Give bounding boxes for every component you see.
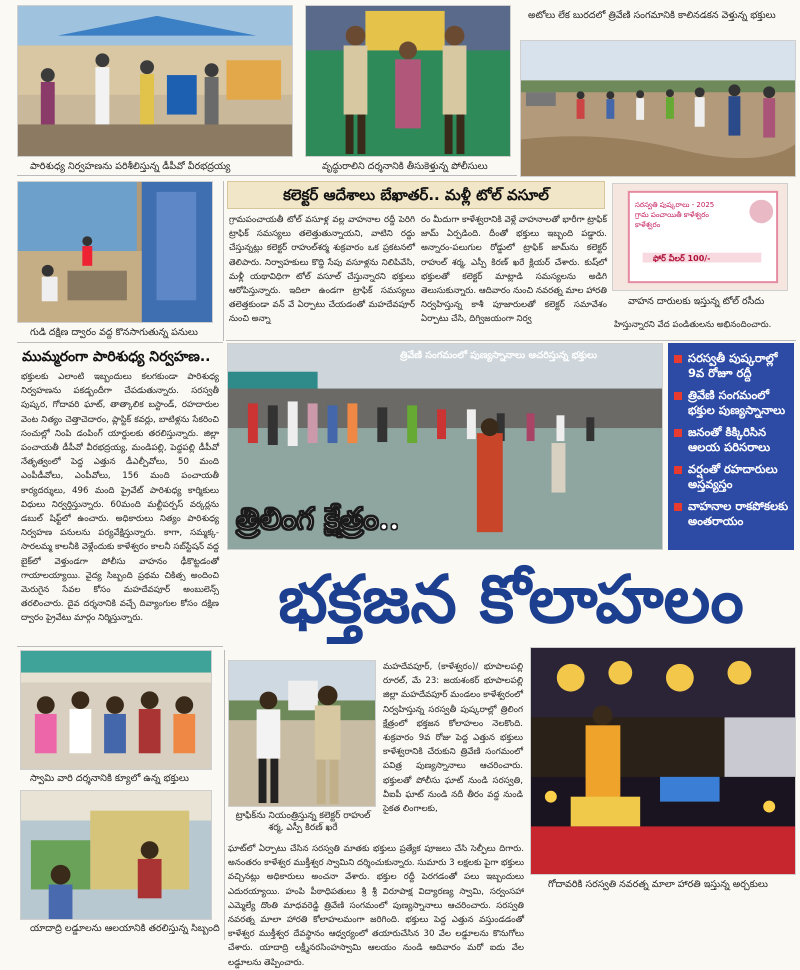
divider	[17, 342, 223, 343]
dateline-article: మహదేవపూర్, (కాళేశ్వరం)/ భూపాలపల్లి రూరల్, మే 23: జయశంకర్ భూపాలపల్లి జిల్లా మహదేవపూర్ మండలం కాళేశ్వరంలో నిర్వహిస్తున్న సరస్వతీ పుష్కరాల్లో త్రిలింగ క్షేత్రంలో భక్తజన కోలాహలం నెలకొంది. శుక్రవారం 9వ రోజు పెద్ద ఎత్తున భక్తులు కాళేశ్వరానికి చేరుకుని త్రివేణి సంగమంలో పవిత్ర పుణ్యస్నానాలు ఆచరించారు. భక్తులతో పోలీసు ఘాట్‌ నుండి సరస్వతి, వీఐపీ ఘాట్ నుండి నదీ తీరం వద్ద నుండి సైకత లింగాలకు,	[383, 662, 523, 815]
toll-article-col2: రం మీదుగా కాళేశ్వరానికి వెళ్లే వాహనాలతో భారీగా ట్రాఫిక్ జామ్ ఏర్పడింది. దీంతో భక్తులు ఇబ్బంది పడ్డారు. అన్నారం-పలుగుల రోడ్డులో ట్రాఫిక్ జామ్‌ను కలెక్టర్ రాహుల్ శర్మ, ఎస్పీ కిరణ్ ఖరే క్లియర్ చేశారు. కుష్‌లో భక్తులతో కలెక్టర్ మాట్లాడి సమస్యలను అడిగి తెలుసుకున్నారు. ఆదివారం నుంచి నవరత్న మాల హారతి నిర్వహిస్తున్న కాశీ పూజారులతో కలెక్టర్ సమావేశం ఏర్పాటు చేసి, దిగ్విజయంగా నిర్వ	[421, 215, 608, 325]
caption-river: త్రివేణి సంగమంలో పుణ్యస్నానాలు ఆచరిస్తున్న భక్తులు	[400, 350, 598, 361]
photo-navaratna-harathi	[530, 647, 796, 875]
trilinga-headline: త్రిలింగ క్షేత్రం..	[236, 502, 400, 537]
photo-toll-receipt	[612, 183, 788, 291]
caption-queue: స్వామి వారి దర్శనానికి క్యూలో ఉన్న భక్తులు	[30, 773, 189, 784]
divider	[17, 646, 223, 647]
caption-top1: పారిశుధ్య నిర్వహణను పరిశీలిస్తున్న డీపీవో వీరభద్రయ్య	[30, 161, 231, 172]
photo-queue	[20, 650, 212, 770]
photo-laddus	[20, 790, 212, 920]
ticket-note: హిస్తున్నారని వేద పండితులను అభినందించారు.	[614, 320, 772, 330]
caption-mid-left: గుడి దక్షిణ ద్వారం వద్ద కొనసాగుతున్న పనులు	[30, 327, 198, 338]
highlight-item: జనంతో కిక్కిరిసిన ఆలయ పరిసరాలు	[672, 425, 789, 455]
divider	[224, 650, 225, 940]
photo-muddy-walk	[520, 40, 796, 177]
caption-ticket: వాహన దారులకు ఇస్తున్న టోల్ రసీదు	[628, 296, 765, 307]
photo-temple-works	[17, 181, 213, 323]
toll-headline: కలెక్టర్ ఆదేశాలు బేఖాతర్.. మళ్లీ టోల్ వసూల్	[283, 186, 549, 204]
highlight-item: త్రివేణి సంగమంలో భక్తుల పుణ్యస్నానాలు	[672, 388, 789, 418]
divider	[226, 340, 796, 341]
main-headline: భక్తజన కోలాహలం	[278, 560, 744, 638]
ticket-line3: కాళేశ్వరం	[635, 221, 661, 229]
sanitation-article-body: భక్తులకు ఎలాంటి ఇబ్బందులు కలగకుండా పారిశుధ్య నిర్వహణను పకడ్బందీగా చేపడుతున్నారు. సరస్వతీ పుష్కర, గోదావరి ఘాట్, తాత్కాలిక బస్టాండ్, రహదారుల వెంట నిత్యం చెత్తాచెదారం, ప్లాస్టిక్ కవర్లు, బాటిళ్లను సేకరించి సంచుల్లో నింపి డంపింగ్ యార్డులకు తరలిస్తున్నారు. జిల్లా పంచాయతీ డీపీవో వీరభద్రయ్య, మండిపల్లి, పెద్దపల్లి డీపీవో నేతృత్వంలో పెద్ద ఎత్తున డీఎల్పీవోలు, 50 మంది ఎంపీడీవోలు, ఎంపీవోలు, 156 మంది పంచాయతీ కార్యదర్శులు, 496 మంది ప్రైవేట్ పారిశుధ్య కార్మికులు విధులు నిర్వర్తిస్తున్నారు. 60మంది మల్టీపర్పస్ వర్కర్లను డబుల్ షిఫ్ట్‌లో ఉంచారు. అధికారులు నిత్యం పారిశుధ్య నిర్వహణ పనులను పర్యవేక్షిస్తున్నారు. కాగా, సమ్మక్క-సారలమ్మ కాలనీకి వెళ్లేందుకు కాళేశ్వరం కాలనీ సబ్‌స్టేషన్ వద్ద బైక్‌లో వెళ్తుండగా పోలీసు వాహనం ఢీకొట్టడంతో గాయాలయ్యాయి. వైద్య సిబ్బంది ప్రథమ చికిత్స అందించి మెరుగైన సేవల కోసం మహదేవపూర్ అంబులెన్స్ తరలించారు. దైవ దర్శనానికి వచ్చే దివ్యాంగుల కోసం దక్షిణ ద్వారం ప్రైవేటు మార్గం నిర్మిస్తున్నారు.	[21, 372, 219, 624]
bottom-article: ఘాట్‌లో ఏర్పాటు చేసిన సరస్వతి మాతకు భక్తులు ప్రత్యేక పూజలు చేసి సెల్ఫీలు దిగారు. అనంతరం కాళేశ్వర ముక్తీశ్వర స్వామిని దర్శించుకున్నారు. సుమారు 3 లక్షలకు పైగా భక్తులు వచ్చినట్లు అధికారులు అంచనా వేశారు. భక్తుల రద్దీ పెరగడంతో పలు ఇబ్బందులు ఎదురయ్యాయి. హంపి పీఠాధిపతులు శ్రీ శ్రీ విరూపాక్ష విద్యారణ్య స్వామి, సర్వంసహా ఎమ్మెల్యే దొంతి మాధవరెడ్డి త్రివేణి సంగమంలో పుణ్యస్నానాలు ఆచరించారు. సరస్వతి నవరత్న మాలా హారతి కోలాహలమంగా జరిగింది. భక్తులు పెద్ద ఎత్తున వస్తుండడంతో కాళేశ్వర ముక్తీశ్వర దేవస్థానం ఆధ్వర్యంలో తయారుచేసిన 30 వేల లడ్డూలను కొనుగోలు చేశారు. యాదాద్రి లక్ష్మీనరసింహస్వామి ఆలయం నుండి ఆదివారం మరో ఐదు వేల లడ్డూలను తెప్పించారు.	[228, 844, 524, 968]
photo-sanitation-inspection	[17, 5, 293, 157]
highlight-item: వాహనాల రాకపోకలకు అంతరాయం	[672, 499, 789, 529]
divider	[223, 181, 224, 341]
ticket-fee: ఫోర్ వీలర్ 100/-	[653, 254, 711, 263]
photo-police-elderly	[305, 5, 511, 157]
sanitation-headline: ముమ్మరంగా పారిశుధ్య నిర్వహణ..	[22, 349, 211, 365]
highlight-item: వర్షంతో రహదారులు అస్తవ్యస్తం	[672, 462, 789, 492]
caption-pooja: గోదావరికి సరస్వతి నవరత్న మాలా హారతి ఇస్తున్న అర్చకులు	[548, 879, 768, 890]
ticket-line2: గ్రామ పంచాయితీ కాళేశ్వరం	[635, 211, 709, 219]
photo-collector-sp	[228, 660, 376, 807]
highlights-box	[668, 343, 794, 550]
caption-collector: ట్రాఫిక్‌ను నియంత్రిస్తున్న కలెక్టర్ రాహుల్ శర్మ, ఎస్పీ కిరణ్ ఖరే	[235, 811, 371, 833]
caption-bottom-left: యాదాద్రి లడ్డూలను ఆలయానికి తరలిస్తున్న సిబ్బంది	[30, 923, 220, 934]
caption-top3: అటోలు లేక బురదలో త్రివేణి సంగమానికి కాలినడకన వెళ్తున్న భక్తులు	[528, 10, 776, 21]
divider	[17, 175, 517, 176]
caption-top2: వృద్ధురాలిని దర్శనానికి తీసుకెళ్తున్న పోలీసులు	[322, 161, 488, 172]
highlight-item: సరస్వతీ పుష్కరాల్లో 9వ రోజూ రద్దీ	[672, 351, 789, 381]
toll-headline-banner	[227, 181, 605, 209]
ticket-line1: సరస్వతి పుష్కరాలు - 2025	[635, 201, 715, 209]
toll-article-col1: గ్రామపంచాయతీ టోల్ వసూళ్ల వల్ల వాహనాల రద్దీ పెరిగి ట్రాఫిక్ సమస్యలు తలెత్తుతున్నాయని, వాటిని రద్దు చేస్తున్నట్లు కలెక్టర్ రాహుల్‌శర్మ శుక్రవారం ఒక ప్రకటనలో తెలిపారు. నిర్వాహకులు కొద్ది సేపు వసూళ్లను నిలిపివేసి, మళ్లీ యథావిధిగా టోల్ వసూల్ చేస్తున్నారని భక్తులు ఆరోపిస్తున్నారు. ఇదిలా ఉండగా ట్రాఫిక్ సమస్యలు తలెత్తకుండా వన్ వే ఏర్పాటు చేయడంతో మహదేవపూర్ నుంచి అన్నా	[229, 215, 415, 325]
